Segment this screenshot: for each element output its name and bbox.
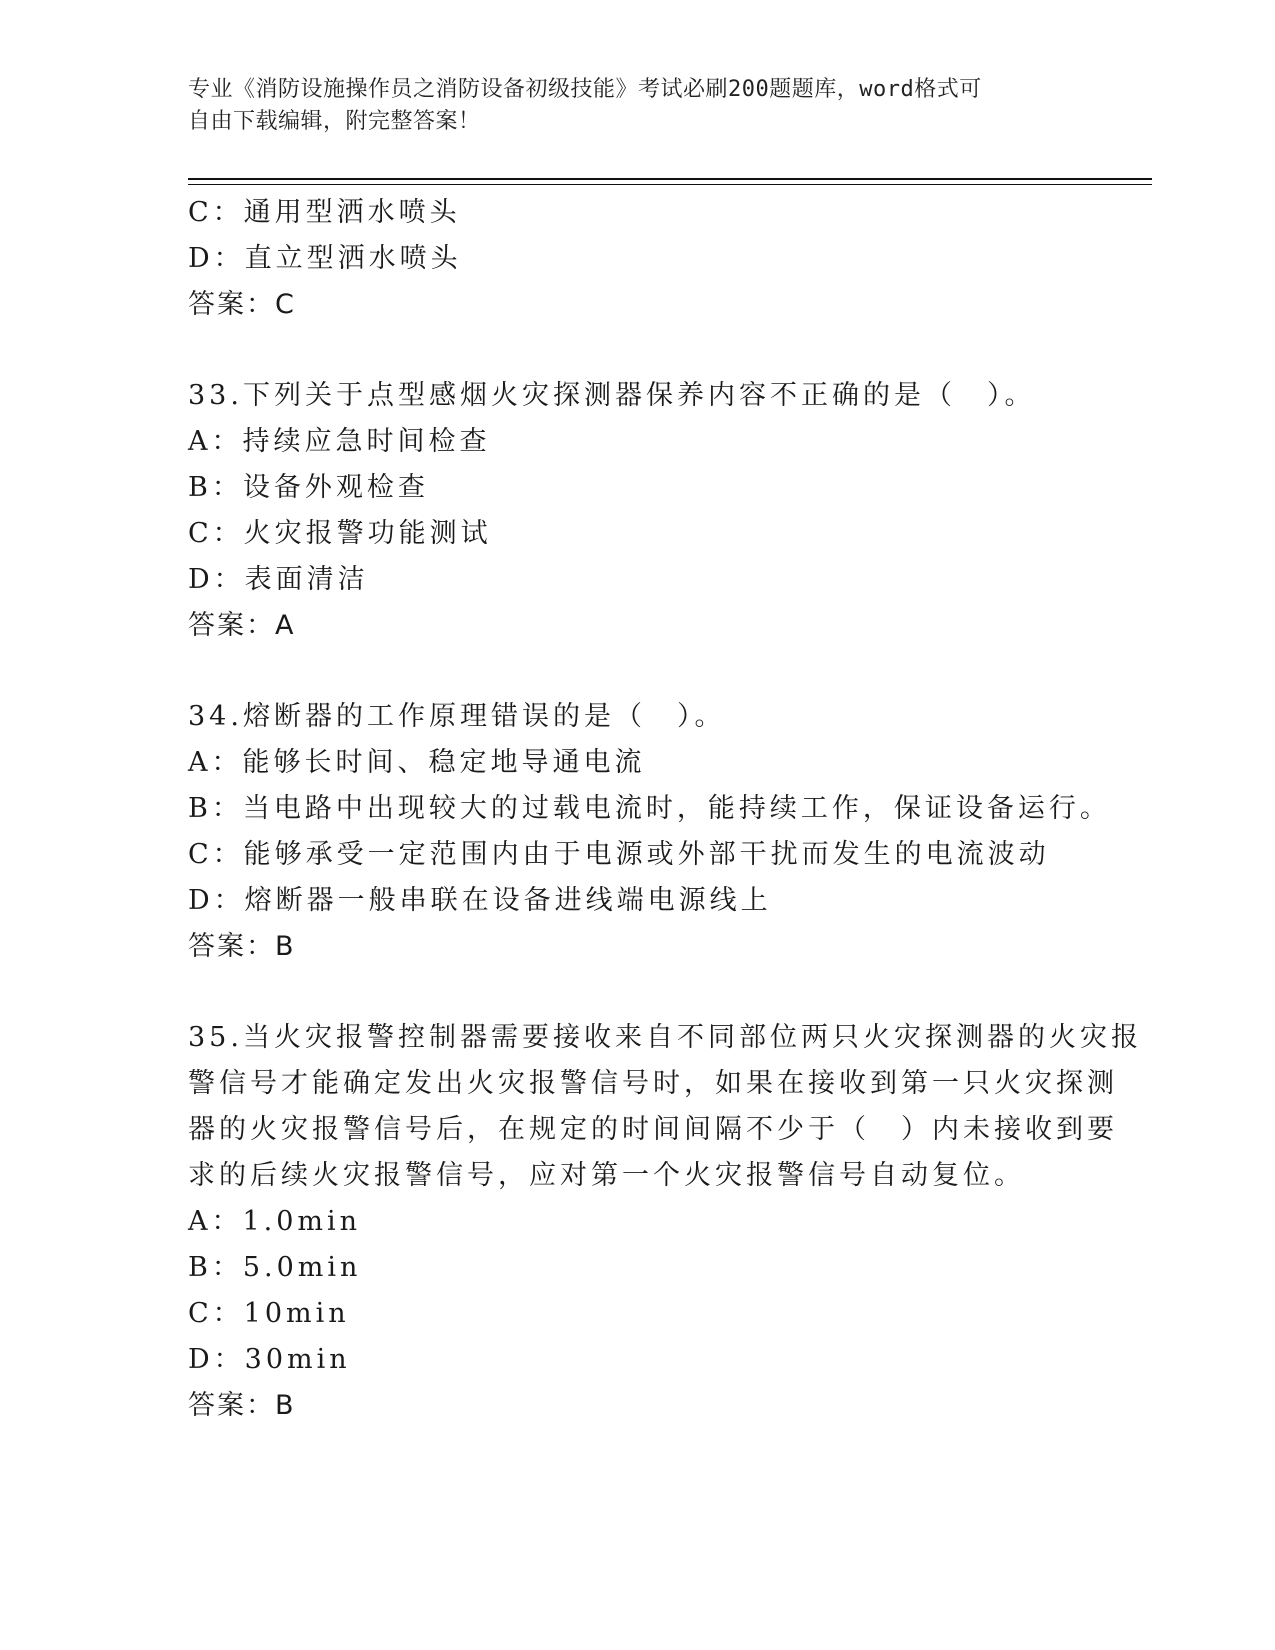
option-c: C：能够承受一定范围内由于电源或外部干扰而发生的电流波动 bbox=[188, 839, 1050, 870]
question-text-line-1: 35.当火灾报警控制器需要接收来自不同部位两只火灾探测器的火灾报 bbox=[188, 1022, 1142, 1053]
question-text-line-4: 求的后续火灾报警信号，应对第一个火灾报警信号自动复位。 bbox=[188, 1160, 1025, 1191]
header-line-2: 自由下载编辑，附完整答案！ bbox=[188, 109, 481, 134]
question-text-line-3: 器的火灾报警信号后，在规定的时间间隔不少于（ ）内未接收到要 bbox=[188, 1114, 1118, 1145]
spacer bbox=[188, 328, 1088, 373]
option-b: B：当电路中出现较大的过载电流时，能持续工作，保证设备运行。 bbox=[188, 793, 1111, 824]
question-content bbox=[188, 190, 1142, 1429]
header-rule-thick bbox=[188, 178, 1152, 180]
document-header bbox=[188, 74, 1088, 138]
spacer bbox=[188, 970, 1088, 1015]
option-b: B：5.0min bbox=[188, 1252, 362, 1283]
option-c: C：火灾报警功能测试 bbox=[188, 518, 492, 549]
option-b: B：设备外观检查 bbox=[188, 472, 429, 503]
option-a: A：1.0min bbox=[188, 1206, 362, 1237]
header-rule-thin bbox=[188, 184, 1152, 185]
answer-line: 答案：B bbox=[188, 931, 296, 962]
question-34 bbox=[188, 694, 1111, 970]
option-a: A：能够长时间、稳定地导通电流 bbox=[188, 747, 646, 778]
question-35 bbox=[188, 1015, 1142, 1429]
answer-line: 答案：A bbox=[188, 610, 296, 641]
question-text: 34.熔断器的工作原理错误的是（ ）。 bbox=[188, 701, 726, 732]
answer-line: 答案：C bbox=[188, 289, 296, 320]
answer-line: 答案：B bbox=[188, 1390, 296, 1421]
question-text-line-2: 警信号才能确定发出火灾报警信号时，如果在接收到第一只火灾探测 bbox=[188, 1068, 1118, 1099]
spacer bbox=[188, 649, 1088, 694]
option-d: D：直立型洒水喷头 bbox=[188, 243, 462, 274]
question-text: 33.下列关于点型感烟火灾探测器保养内容不正确的是（ ）。 bbox=[188, 380, 1036, 411]
question-33 bbox=[188, 373, 1088, 649]
option-d: D：熔断器一般串联在设备进线端电源线上 bbox=[188, 885, 772, 916]
header-line-1: 专业《消防设施操作员之消防设备初级技能》考试必刷200题题库，word格式可 bbox=[188, 77, 982, 102]
option-d: D：表面清洁 bbox=[188, 564, 369, 595]
option-a: A：持续应急时间检查 bbox=[188, 426, 491, 457]
option-c: C：通用型洒水喷头 bbox=[188, 197, 461, 228]
option-d: D：30min bbox=[188, 1344, 351, 1375]
option-c: C：10min bbox=[188, 1298, 350, 1329]
prev-question-block bbox=[188, 190, 1088, 328]
